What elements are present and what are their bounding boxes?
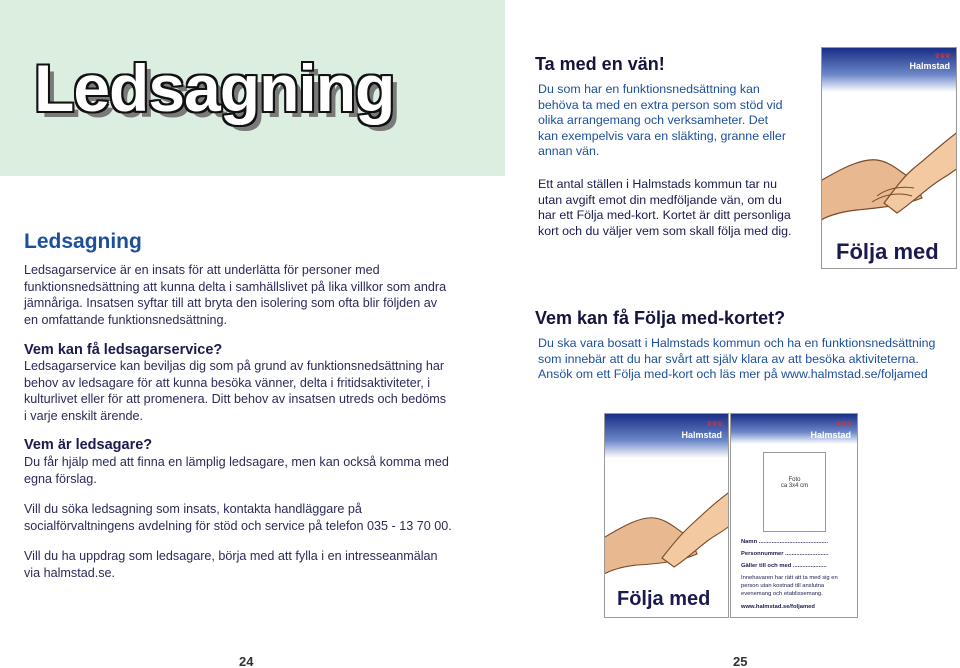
card-label: Följa med [836,239,939,264]
section-title: Ledsagning [24,230,142,253]
question-heading-who-is-escort: Vem är ledsagare? [24,437,153,453]
question-heading-who-can-get: Vem kan få ledsagarservice? [24,342,223,358]
brand-logo: Halmstad [810,430,851,440]
photo-placeholder: Foto ca 3x4 cm [763,452,826,532]
contact-paragraph: Vill du söka ledsagning som insats, kontakta handläggare på socialförvaltningens avdelning för stöd och service på telefon 035 - 13 70 00. [24,502,452,533]
field-personnummer: Personnummer ........................... [741,551,829,557]
card-label: Följa med [617,588,711,610]
field-valid-until: Gäller till och med ..................... [741,563,827,569]
card-back [730,413,858,618]
heading-bring-friend: Ta med en vän! [535,54,665,74]
brand-logo: Halmstad [909,61,950,71]
page-number-right: 25 [733,654,748,668]
question-answer-who-is-escort: Du får hjälp med att finna en lämplig ledsagare, men kan också komma med egna förslag. [24,455,449,486]
card-fields [741,538,853,612]
card-front-large [821,47,957,269]
header-band [0,0,505,176]
holder-text: Innehavaren har rätt att ta med sig en person utan kostnad till anslutna evenemang och etablissemang. [741,575,838,597]
heading-who-can-get-card: Vem kan få Följa med-kortet? [535,308,786,328]
crown-icon: ♛♛♛ [706,421,722,428]
who-can-get-card-paragraph: Du ska vara bosatt i Halmstads kommun och ha en funktionsnedsättning som innebär att du har svårt att själv klara av att besöka aktiviteterna. Ansök om ett Följa med-kort och läs mer på www.halmstad.se/foljamed [538,336,936,382]
card-front-small [604,413,729,618]
card-url: www.halmstad.se/foljamed [741,604,815,611]
holding-hands-icon [822,88,957,238]
bring-friend-paragraph: Du som har en funktionsnedsättning kan behöva ta med en extra person som stöd vid olika arrangemang och verksamheter. Det kan exempelvis vara en släkting, granne eller annan vän. [538,82,786,159]
assignment-paragraph: Vill du ha uppdrag som ledsagare, börja med att fylla i en intresseanmälan via halmstad.se. [24,549,438,580]
page-number-left: 24 [239,654,254,668]
brand-logo: Halmstad [681,430,722,440]
field-name: Namn ........................................... [741,539,828,545]
crown-icon: ♛♛♛ [835,421,851,428]
card-info-paragraph: Ett antal ställen i Halmstads kommun tar nu utan avgift emot din medföljande vän, om du har ett Följa med-kort. Kortet är ditt personliga kort och du väljer vem som skall följa med dig. [538,177,792,238]
question-answer-who-can-get: Ledsagarservice kan beviljas dig som på grund av funktionsnedsättning har behov av ledsagare för att kunna besöka vänner, delta i fritidsaktiviteter, i kulturlivet eller för att promenera. Ditt behov av insatsen utreds och bedöms i varje enskilt ärende. [24,359,447,423]
intro-paragraph: Ledsagarservice är en insats för att underlätta för personer med funktionsnedsättning att kunna delta i samhällslivet på lika villkor som andra jämnåriga. Insatsen syftar till att bryta den isolering som ofta blir följden av en omfattande funktionsnedsättning. [24,263,447,327]
holding-hands-icon [605,452,729,587]
page-title: Ledsagning [34,51,395,125]
crown-icon: ♛♛♛ [934,53,950,60]
right-page [505,0,960,668]
